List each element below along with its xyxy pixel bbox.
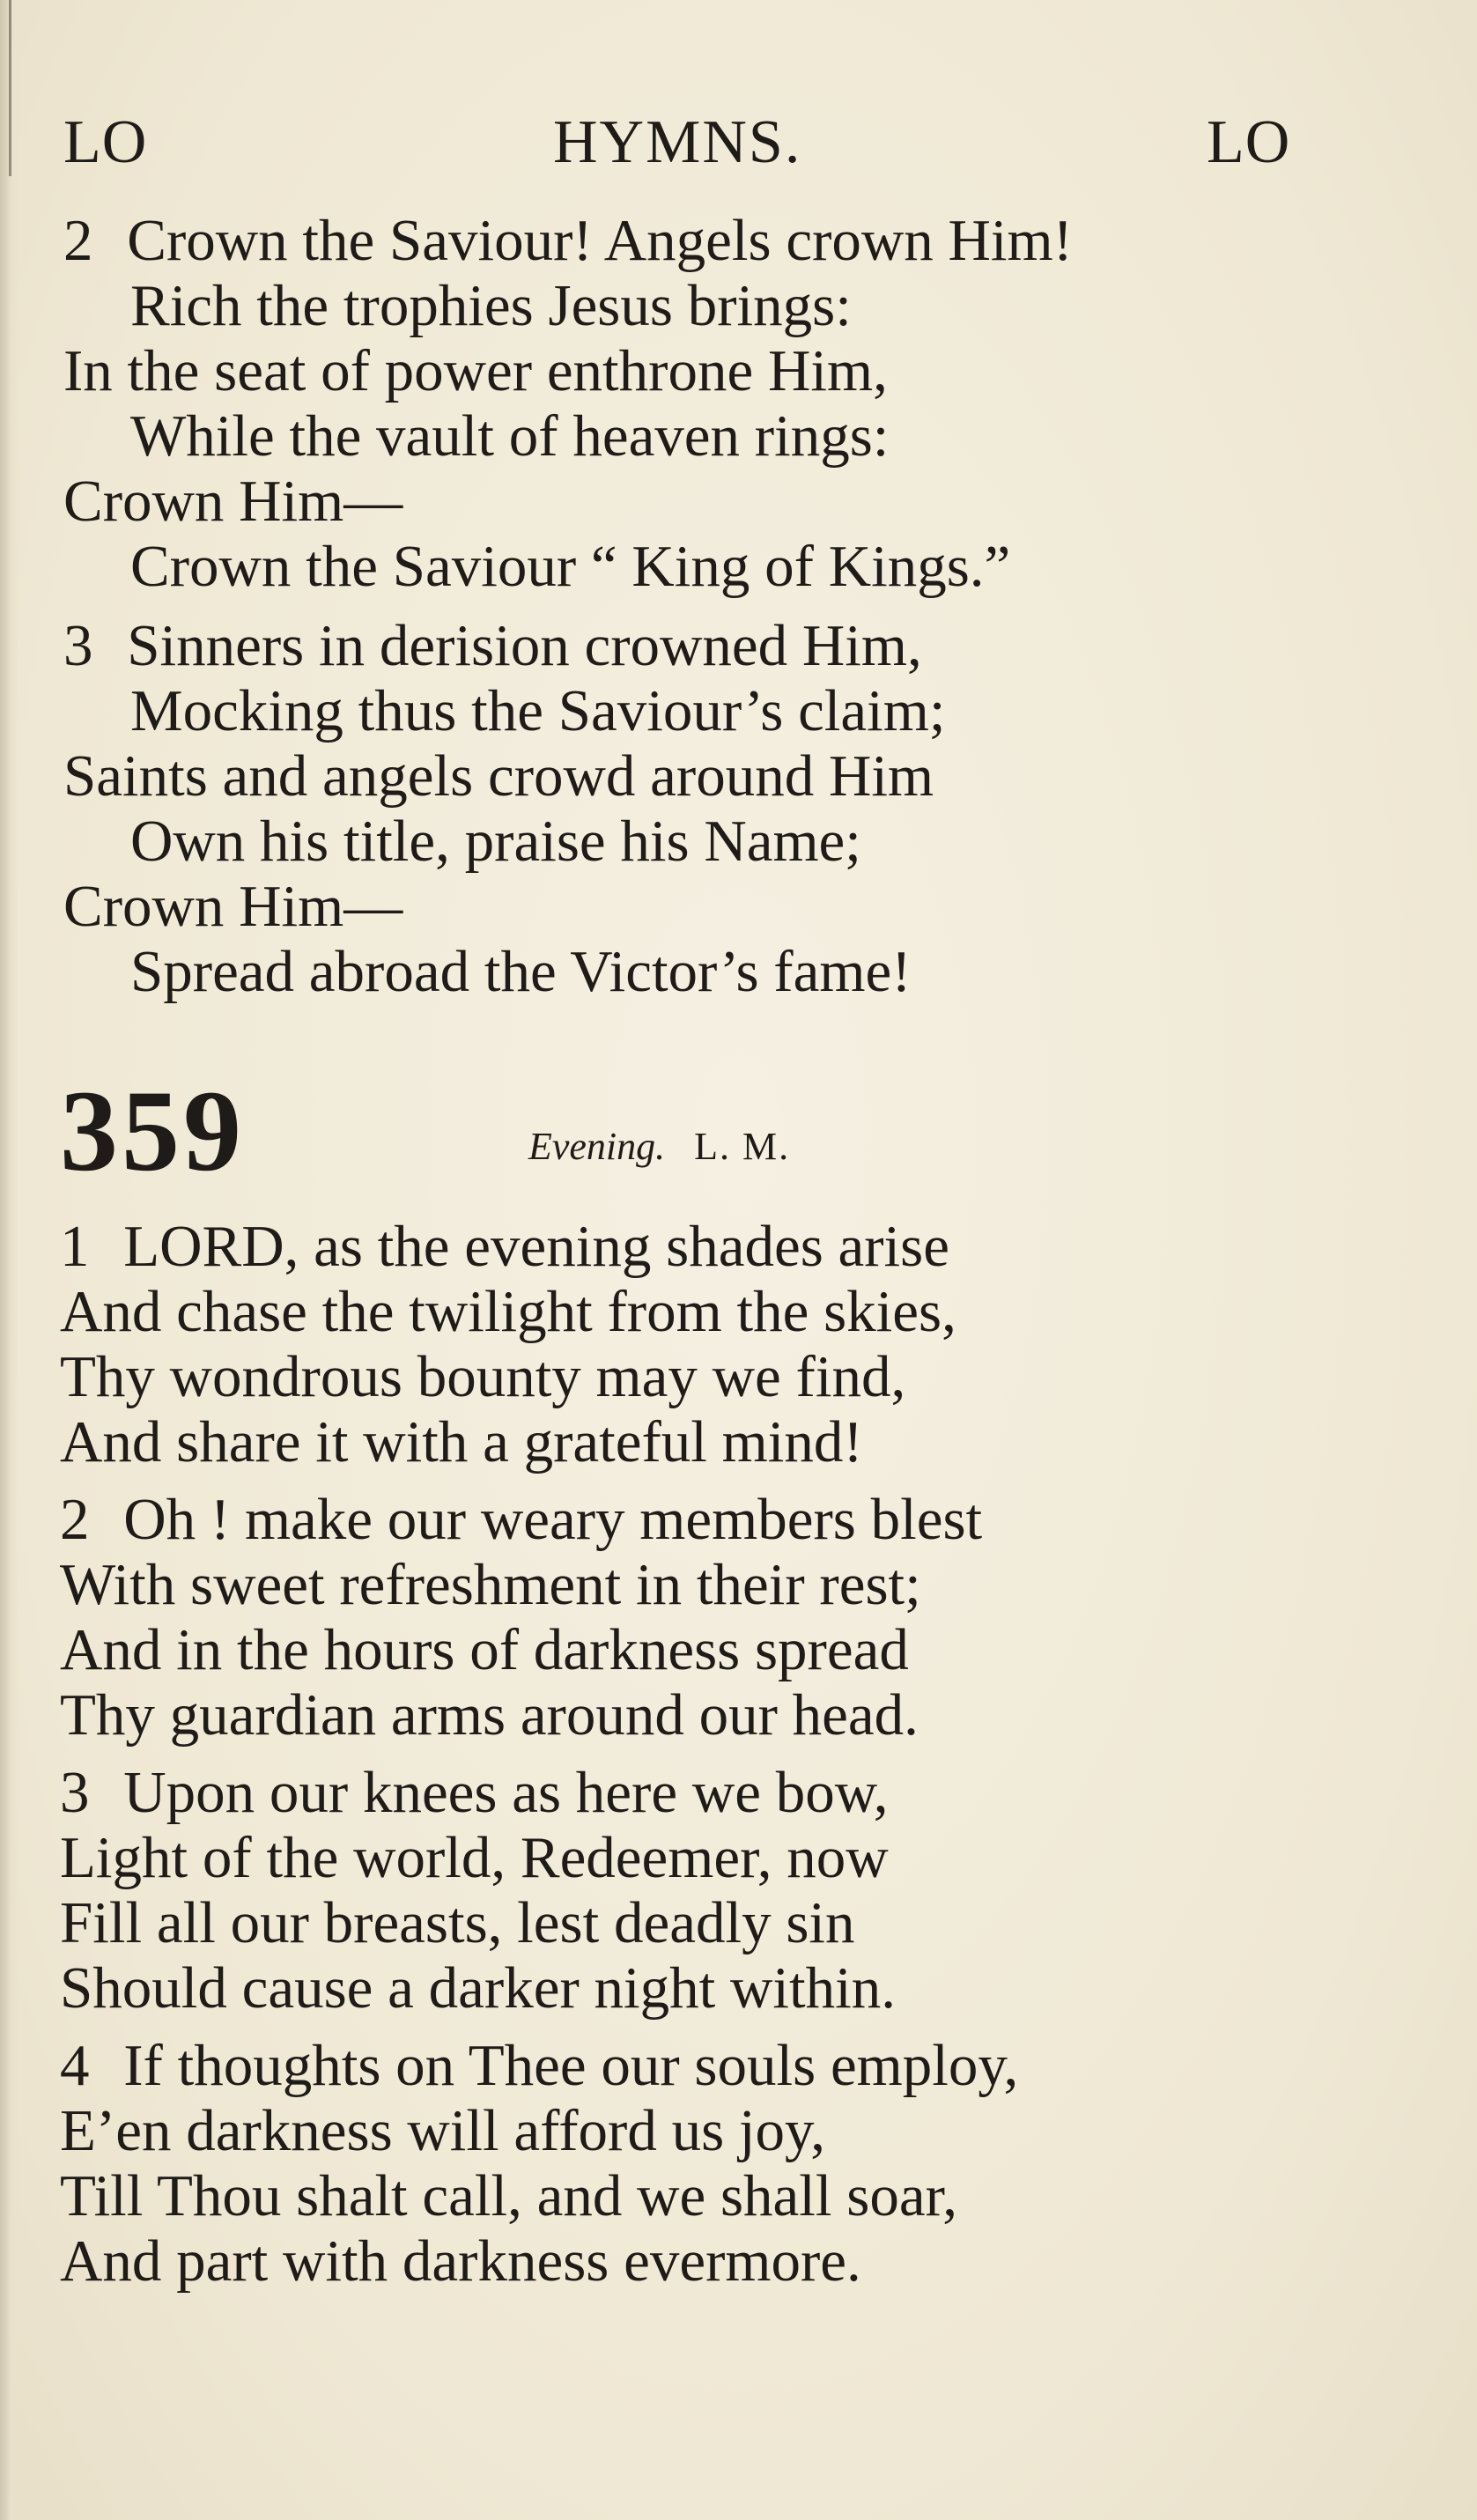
- verse-text: If thoughts on Thee our souls employ,: [123, 2033, 1019, 2098]
- stanza-line: [63, 613, 922, 678]
- verse-text: Sinners in derision crowned Him,: [127, 613, 922, 678]
- header-title: HYMNS.: [553, 108, 802, 176]
- stanza-number: 2: [60, 1487, 90, 1552]
- stanza-line: [60, 1487, 983, 1552]
- stanza-line: Own his title, praise his Name;: [130, 809, 861, 874]
- verse-text: Oh ! make our weary members blest: [123, 1487, 983, 1552]
- stanza-line: Fill all our breasts, lest deadly sin: [60, 1890, 855, 1955]
- stanza-line: Should cause a darker night within.: [60, 1955, 896, 2021]
- stanza-line: Crown Him—: [63, 469, 403, 534]
- stanza-line: Mocking thus the Saviour’s claim;: [130, 678, 946, 743]
- stanza-line: And in the hours of darkness spread: [60, 1617, 909, 1682]
- verse-text: LORD, as the evening shades arise: [123, 1214, 949, 1279]
- stanza-line: Crown Him—: [63, 874, 403, 939]
- stanza-line: [63, 208, 1073, 273]
- stanza-line: [60, 1760, 889, 1825]
- hymn-title: Evening.: [528, 1125, 666, 1168]
- stanza-line: With sweet refreshment in their rest;: [60, 1552, 921, 1617]
- hymn-number: 359: [60, 1066, 245, 1195]
- hymn-heading: [528, 1127, 790, 1166]
- stanza-line: While the vault of heaven rings:: [130, 403, 890, 469]
- hymn-meter: L. M.: [694, 1125, 791, 1168]
- stanza-number: 2: [63, 208, 93, 273]
- stanza-number: 3: [60, 1760, 90, 1825]
- stanza-line: Light of the world, Redeemer, now: [60, 1825, 889, 1890]
- verse-text: Crown the Saviour! Angels crown Him!: [127, 208, 1073, 273]
- stanza-line: And chase the twilight from the skies,: [60, 1279, 956, 1344]
- stanza-line: In the seat of power enthrone Him,: [63, 338, 888, 403]
- header-left-catchword: LO: [63, 108, 148, 176]
- stanza-line: [60, 2033, 1019, 2098]
- stanza-number: 3: [63, 613, 93, 678]
- stanza-line: Crown the Saviour “ King of Kings.”: [130, 534, 1011, 599]
- stanza-number: 1: [60, 1214, 90, 1279]
- stanza-line: Till Thou shalt call, and we shall soar,: [60, 2163, 957, 2228]
- page-binding-edge: [0, 0, 19, 2520]
- running-header: [0, 107, 1477, 178]
- header-right-catchword: LO: [1207, 108, 1291, 176]
- stanza-line: [60, 1214, 949, 1279]
- verse-text: Upon our knees as here we bow,: [123, 1760, 889, 1825]
- stanza-line: Thy wondrous bounty may we find,: [60, 1344, 906, 1409]
- stanza-number: 4: [60, 2033, 90, 2098]
- stanza-line: E’en darkness will afford us joy,: [60, 2098, 825, 2163]
- stanza-line: And part with darkness evermore.: [60, 2228, 861, 2294]
- stanza-line: And share it with a grateful mind!: [60, 1409, 863, 1474]
- stanza-line: Saints and angels crowd around Him: [63, 743, 934, 809]
- stanza-line: Spread abroad the Victor’s fame!: [130, 939, 912, 1004]
- stanza-line: Thy guardian arms around our head.: [60, 1682, 919, 1748]
- stanza-line: Rich the trophies Jesus brings:: [130, 273, 852, 338]
